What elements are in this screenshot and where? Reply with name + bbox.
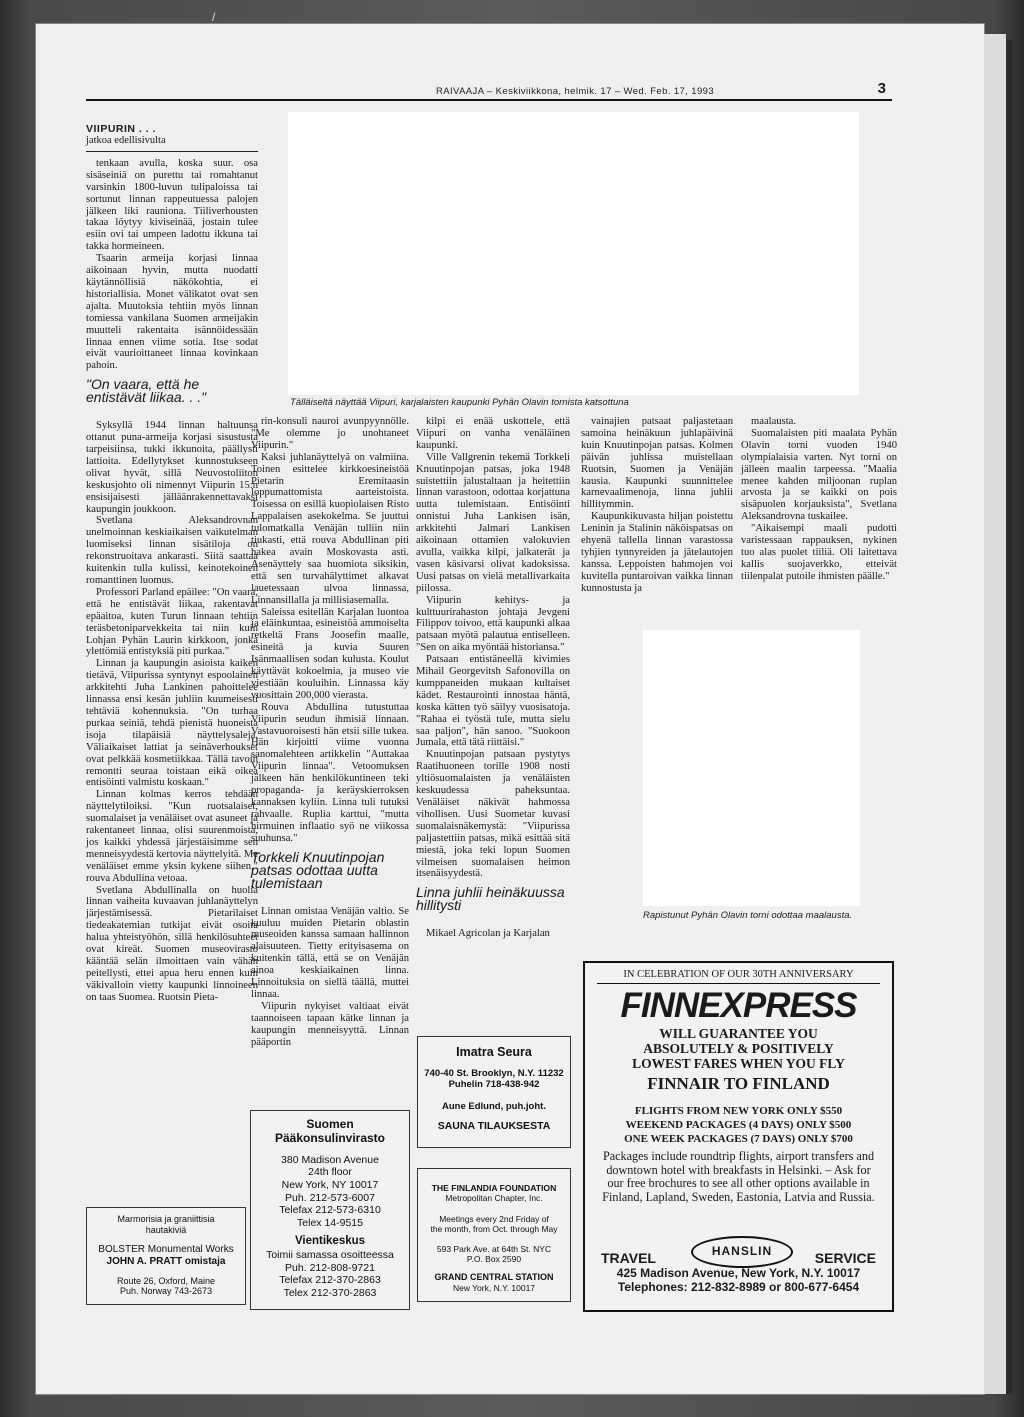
ad-line: Puh. 212-573-6007 bbox=[285, 1191, 375, 1204]
paragraph: Svetlana Aleksandrovnan unelmoinnan keskiaikaisen vaikutelman luomiseksi linnan sisätiloja on rekonstruoitava ankarasti. Siitä saattaa kuitenkin tulla kulissi, keinotekoinen romanttinen luomus. bbox=[86, 515, 258, 586]
paragraph: Ville Vallgrenin tekemä Torkkeli Knuutinpojan patsas, joka 1948 suistettiin jalustaltaan ja heitettiin linnan varastoon, odottaa korjattuna uutta tulemistaan. Entisöinti onnistui Juha Lankisen isän, arkkitehti Jalmari Lankisen aikoinaan ottamien valokuvien avulla, vaikka kilpi, jalkaterät ja vasen käsivarsi olivat kadoksissa. Uusi patsas on vielä metallivarkaita piilossa. bbox=[416, 451, 570, 594]
ad-line: BOLSTER Monumental Works bbox=[98, 1243, 234, 1255]
ad-line: Metropolitan Chapter, Inc. bbox=[445, 1193, 543, 1204]
margin-mark: / bbox=[212, 10, 216, 24]
ad-price: WEEKEND PACKAGES (4 DAYS) ONLY $500 bbox=[625, 1119, 852, 1131]
paragraph: Svetlana Abdullinalla on huolia linnan vaiheita kuvaavan juhlanäyttelyn järjestämisessä. Pietarilaiset tiedeakatemian tutkijat eivät osoita halua yhteistyöhön, sillä henkilösuhteet ovat kireät. Suomen museovirasto kääntää selän ilmoittaen vain vähän peitellysti, ettei apua heru ennen kuin väkivalloin vietty kaupunki linnoineen on taas Suomea. Ruotsin Pieta- bbox=[86, 884, 258, 1003]
ad-line: 425 Madison Avenue, New York, N.Y. 10017 bbox=[616, 1266, 861, 1280]
ad-title: GRAND CENTRAL STATION bbox=[434, 1272, 554, 1283]
paragraph: Saleissa esitellän Karjalan luontoa ja eläinkuntaa, esineistöä ammoiselta retkeltä Frans Joosefin maalle, esineitä ja kuvia Suuren Isänmaallisen sodan kulusta. Koulut käyttävät kokoelmia, ja museo vie viestiään kouluihin. Linnassa käy vuosittain 200,000 vierasta. bbox=[251, 606, 409, 701]
ad-line: Aune Edlund, puh.joht. bbox=[442, 1100, 546, 1112]
divider bbox=[86, 151, 258, 152]
ad-line: Toimii samassa osoitteessa bbox=[266, 1249, 394, 1262]
paragraph: Patsaan entistäneellä kivimies Mihail Georgevitsh Safonovilla on kumppaneiden mukaan kultaiset kädet. Restaurointi innostaa häntä, koska kätten työ säilyy vuosisatoja. "Rahaa ei työstä tule, mutta sielu saa paljon", hän sanoo. "Suokoon Jumala, että tätä riittäisi." bbox=[416, 654, 570, 749]
article-kicker: VIIPURIN . . . bbox=[86, 123, 157, 135]
paragraph: kilpi ei enää uskottele, että Viipuri on vanha venäläinen kaupunki. bbox=[416, 416, 570, 451]
photo-caption: Tälläiseltä näyttää Viipuri, karjalaisten kaupunki Pyhän Olavin tornista katsottuna bbox=[290, 397, 629, 408]
ad-line: Telefax 212-573-6310 bbox=[279, 1204, 381, 1217]
tower-photo bbox=[643, 630, 860, 906]
article-column-1 bbox=[86, 123, 258, 1004]
paragraph: Syksyllä 1944 linnan haltuunsa ottanut puna-armeija korjasi sisustusta tarpeisiinsa, tukki ikkunoita, päällysti lattioita. Edellytykset kunnostukseen olivat hyvät, sillä Neuvostoliiton keskusjohto oli nimennyt Viipurin 15:n ensisijaisesti jälläänrakennettavaksi kaupungin joukkoon. bbox=[86, 420, 258, 515]
ad-line: New York, NY 10017 bbox=[281, 1178, 379, 1191]
hanslin-logo-row bbox=[599, 1236, 878, 1266]
ad-line: Telefax 212-370-2863 bbox=[279, 1274, 381, 1287]
article-column-3 bbox=[416, 416, 570, 940]
ad-line: Puh. 212-808-9721 bbox=[285, 1261, 375, 1274]
paragraph: rin-konsuli nauroi avunpyynnölle. "Me olemme jo unohtaneet Viipurin." bbox=[251, 416, 409, 451]
paragraph: Mikael Agricolan ja Karjalan bbox=[426, 928, 550, 940]
ad-line: New York, N.Y. 10017 bbox=[452, 1283, 536, 1294]
paragraph: maalausta. bbox=[751, 416, 797, 427]
paragraph: Suomalaisten piti maalata Pyhän Olavin torni vuoden 1940 olympialaisia varten. Nyt torni on jälleen maalin tarpeessa. "Maalia menee kahden miljoonan ruplan arvosta ja se kaikki on pois sisäpuolen korjauksista", Svetlana Aleksandrovna tuskailee. bbox=[741, 427, 897, 523]
paragraph: Kaksi juhlanäyttelyä on valmiina. Toinen esittelee kirkkoesineistöä Pietarin Eremitaasin loppumattomista aarteistoista. Toisessa on esillä kuopiolaisen Risto Lappalaisen asekokelma. Se juuttui tulomatkalla Venäjän tulliin niin tiukasti, että rouva Abdullinan piti hakea avain Moskovasta asti. Asenäyttely saa huomiota siksikin, että sen turvahälyttimet alkavat lauetessaan ulvoa linnassa, Linnansillalla ja millisiasemalla. bbox=[251, 451, 409, 606]
page-header bbox=[86, 80, 892, 101]
ad-line: Puhelin 718-438-942 bbox=[448, 1079, 540, 1091]
paragraph: vainajien patsaat paljastetaan samoina heinäkuun juhlapäivinä kuin Knuutinpojan patsas. Kolmen päivän juhlissa muistellaan Ruotsin, Suomen ja Venäjän kausia. Kaupunki suunnittelee karnevaalimenoja, linna juhlii hillitymmin. bbox=[581, 416, 733, 511]
paragraph: Kaupunkikuvasta hiljan poistettu Leninin ja Stalinin näköispatsas on ehyenä tallella linnan varastossa tyhjien tynnyreiden ja jätelautojen kanssa. Leppoisten hahmojen voi kuvitella puntaroivan vaikka linnan kunnostusta ja bbox=[581, 511, 733, 594]
ad-line: SERVICE bbox=[814, 1250, 876, 1266]
ad-title: Imatra Seura bbox=[456, 1045, 532, 1059]
ad-line: P.O. Box 2590 bbox=[466, 1254, 522, 1265]
ad-finnexpress bbox=[583, 961, 894, 1312]
ad-title: Suomen bbox=[306, 1117, 354, 1131]
ad-headline: FINNAIR TO FINLAND bbox=[647, 1074, 830, 1093]
paragraph: "Aikaisempi maali pudotti varistessaan rappauksen, nykinen tuo alas puolet tiiliä. Oli laitettava kallis suojaverkko, etteivät tiilenpalat putoile ihmisten päälle." bbox=[741, 523, 897, 582]
paragraph: Viipurin nykyiset valtiaat eivät taannoiseen tapaan kätke linnan ja kaupungin menneisyyttä. Linnan pääportin bbox=[251, 1000, 409, 1048]
paragraph: Viipurin kehitys- ja kulttuurirahaston johtaja Jevgeni Filippov toivoo, että kaupunki alkaa patsaan myötä palautua entiselleen. "Sen on aika myöntää historiansa." bbox=[416, 594, 570, 654]
ad-line: Route 26, Oxford, Maine bbox=[116, 1275, 216, 1286]
ad-title: Pääkonsulinvirasto bbox=[274, 1131, 386, 1146]
article-column-5 bbox=[741, 416, 897, 583]
ad-line: Telex 212-370-2863 bbox=[283, 1286, 377, 1299]
ad-consulate bbox=[250, 1110, 410, 1310]
ad-line: 24th floor bbox=[308, 1166, 352, 1179]
ad-title: Vientikeskus bbox=[294, 1235, 366, 1248]
ad-line: Puh. Norway 743-2673 bbox=[119, 1286, 213, 1297]
paragraph: tenkaan avulla, koska suur. osa sisäseiniä on purettu tai romahtanut varsinkin 1800-luvun tulipaloissa tai sortunut linnan rappeutuessa palojen jälkeen liki rauniona. Tiiliverhousten takaa löytyy kiviseinää, jostain tulee esiin ovi tai umpeen ladottu ikkuna tai takka hormeineen. bbox=[86, 157, 258, 253]
ad-bolster-monuments bbox=[86, 1207, 246, 1305]
ad-title: THE FINLANDIA FOUNDATION bbox=[431, 1183, 557, 1193]
ad-finlandia-foundation bbox=[417, 1168, 571, 1302]
paragraph: Professori Parland epäilee: "On vaara, että he entistävät liikaa, rakentavat epäaitoa, kuten Turun linnaan tehtiin teräsbetoniparvekkeita tai niin kuin Lohjan Pyhän Laurin kirkkoon, jonka ylettömiä entistyksiä piti purkaa." bbox=[86, 586, 258, 658]
page-edge-shadow bbox=[1006, 40, 1012, 1394]
ad-line: Meetings every 2nd Friday of bbox=[439, 1213, 549, 1224]
ad-line: Marmorisia ja graniittisia bbox=[117, 1214, 215, 1224]
ad-line: ABSOLUTELY & POSITIVELY bbox=[643, 1041, 834, 1056]
paragraph: Tsaarin armeija korjasi linnaa aikoinaan hyvin, mutta nuodatti käytännöllisiä näkökohtia, ei historiallisia. Monet välikatot ovat sen ajalta. Muutoksia tehtiin myös linnan tomiessa vankilana Suomen armeijakin muutteli rakentaita isännöidessään linnaa ennen viime sotia. Itse sodat eivät vaurioittaneet linnaa kovinkaan pahoin. bbox=[86, 253, 258, 372]
continued-note: jatkoa edellisivulta bbox=[86, 135, 166, 146]
ad-line: Telephones: 212-832-8989 or 800-677-6454 bbox=[617, 1280, 860, 1294]
ad-line: 380 Madison Avenue bbox=[281, 1153, 379, 1166]
subheading: "On vaara, että he entistävät liikaa. . ." bbox=[86, 376, 207, 406]
ad-line: JOHN A. PRATT omistaja bbox=[106, 1255, 226, 1267]
finnexpress-logo: FINNEXPRESS bbox=[620, 986, 857, 1025]
ad-line: Telex 14-9515 bbox=[297, 1216, 363, 1229]
ad-title: SAUNA TILAUKSESTA bbox=[437, 1120, 551, 1133]
subheading: Linna juhlii heinäkuussa hillitysti bbox=[416, 884, 565, 914]
ad-imatra-seura bbox=[417, 1036, 571, 1148]
ad-anniversary: IN CELEBRATION OF OUR 30TH ANNIVERSARY bbox=[597, 963, 880, 984]
ad-address bbox=[585, 1266, 892, 1294]
paragraph: Rouva Abdullina tutustuttaa Viipurin seudun ihmisiä linnaan. Vastavuoroisesti hän etsii sille tukea. Hän kirjoitti viime vuonna sanomalehteen artikkelin "Auttakaa Viipurin linnaa". Vetoomuksen jälkeen hän henkilökuntineen teki propaganda- ja keräyskierroksen kannaksen kyliin. Linna tuli tutuksi rahvaalle. Ruplia karttui, "mutta hirmuinen inflaatio syö ne viikossa suuhunsa." bbox=[251, 701, 409, 844]
hanslin-logo: HANSLIN bbox=[691, 1236, 793, 1268]
page-edge bbox=[984, 34, 1006, 1394]
page-number: 3 bbox=[877, 80, 886, 97]
paragraph: Linnan ja kaupungin asioista kaiken tietävä, Viipurissa syntynyt espoolainen arkkitehti Juha Lankinen pahoittelee linnassa ensi kesän juhliin kuumeisesti tehtäviä kohennuksia. "On turhaa purkaa seiniä, tehdä pienistä huoneista isoja tilapäisiä näyttelysaleja. Väliaikaiset lattiat ja seinäverhoukset ovat pelkkää kosmetiikkaa. Tällä tavoin remontti seuraa toistaan eikä oikea entisöinti valmistu koskaan." bbox=[86, 658, 258, 789]
ad-price: ONE WEEK PACKAGES (7 DAYS) ONLY $700 bbox=[624, 1133, 853, 1145]
article-column-2 bbox=[251, 416, 409, 1049]
ad-price: FLIGHTS FROM NEW YORK ONLY $550 bbox=[634, 1105, 843, 1117]
ad-line: 593 Park Ave. at 64th St. NYC bbox=[436, 1243, 552, 1254]
ad-line: 740-40 St. Brooklyn, N.Y. 11232 bbox=[424, 1068, 564, 1079]
photo-caption: Rapistunut Pyhän Olavin torni odottaa maalausta. bbox=[643, 910, 853, 921]
article-column-4 bbox=[581, 416, 733, 595]
ad-line: the month, from Oct. through May bbox=[430, 1223, 558, 1234]
subheading: Torkkeli Knuutinpojan patsas odottaa uutta tulemistaan bbox=[251, 848, 385, 891]
paragraph: Linnan kolmas kerros tehdään näyttelytiloiksi. "Kun ruotsalaiset, suomalaiset ja venäläiset ovat asuneet ja rakentaneet linnaa, olisi suurenmoista, jos kaikki yhdessä järjestäisimme sen menneisyydestä kertovia näyttelyitä. Me venäläiset emme yksin kykene siihen," rouva Abdullina vetoaa. bbox=[86, 789, 258, 884]
masthead-date: RAIVAAJA – Keskiviikkona, helmik. 17 – Wed. Feb. 17, 1993 bbox=[436, 86, 715, 97]
ad-line: TRAVEL bbox=[601, 1250, 656, 1266]
ad-line: LOWEST FARES WHEN YOU FLY bbox=[632, 1056, 845, 1071]
viipuri-photo bbox=[288, 112, 859, 395]
paragraph: Knuutinpojan patsaan pystytys Raatihuoneen torille 1908 nosti yltiösuomalaisten ja venäläisten keskuudessa paheksuntaa. Venäläiset näkivät hahmossa vihollisen. Uusi Suometar kuvasi suomalaisnäkemystä: "Viipurissa paljastettiin patsas, mikä esittää sitä miestä, joka teki lopun Suomen vilmeisen suomalaisen heimon itsenäisyydestä. bbox=[416, 749, 570, 880]
ad-line: WILL GUARANTEE YOU bbox=[659, 1026, 818, 1041]
ad-line: hautakiviä bbox=[145, 1224, 187, 1235]
paragraph: Linnan omistaa Venäjän valtio. Se kuuluu muiden Pietarin oblastin museoiden kanssa samaan hallinnon alaisuuteen. Tietty erityisasema on kuitenkin tällä, että se on Venäjän ainoa keskiaikainen linna. Linnoituksia on siellä täällä, muttei linnaa. bbox=[251, 905, 409, 1000]
ad-body: Packages include roundtrip flights, airport transfers and downtown hotel with breakfasts in Helsinki. – Ask for our free brochures to see all other options available in Finland, Lapland, Sweden, Eastonia, Latvia and Russia. bbox=[602, 1149, 875, 1204]
